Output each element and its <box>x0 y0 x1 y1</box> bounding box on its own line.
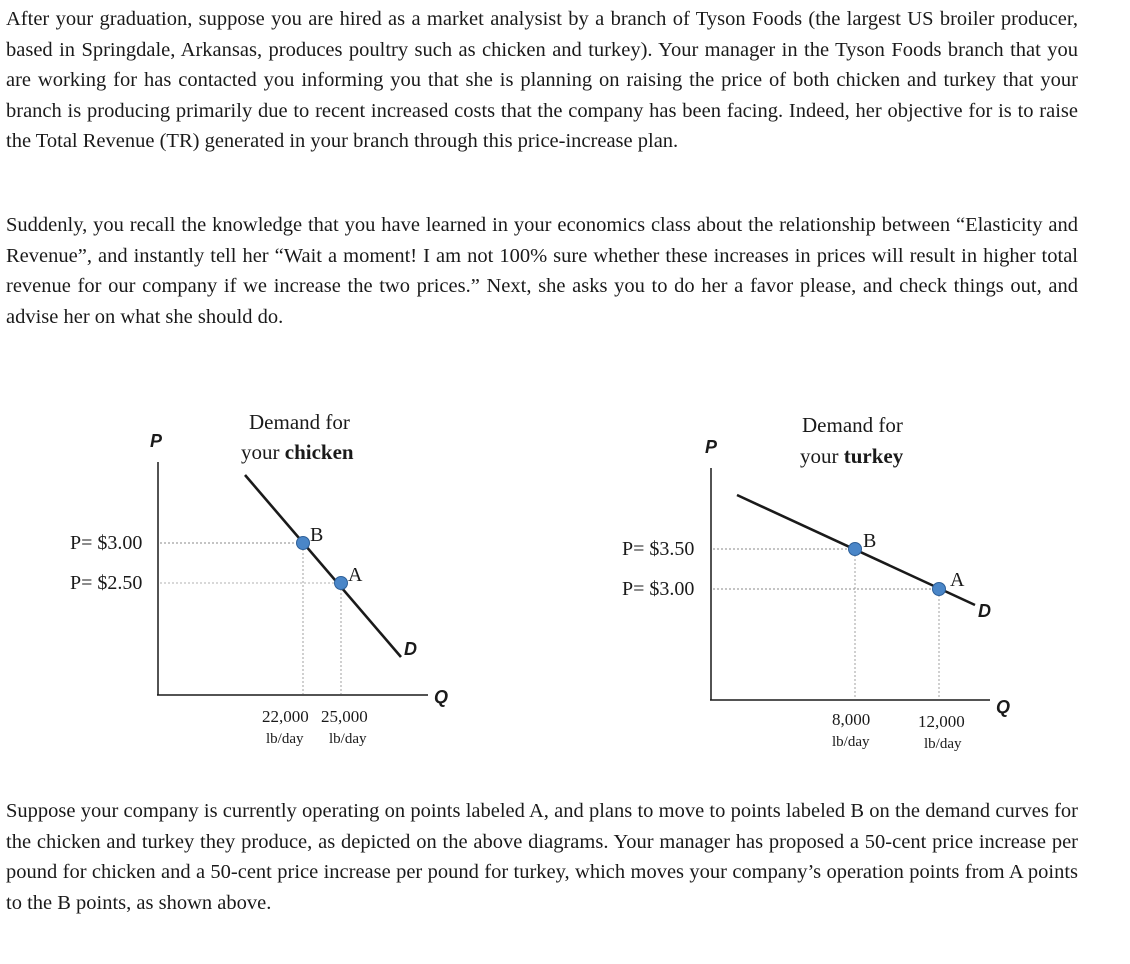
chicken-qty-label-b: 22,000 <box>262 707 309 726</box>
turkey-title-your: your <box>800 444 844 468</box>
chicken-point-a-label: A <box>348 564 363 586</box>
recall-paragraph: Suddenly, you recall the knowledge that you have learned in your economics class about the relationship between “Elasticity and Revenue”, and instantly tell her “Wait a moment! I am not 100% sure whether these increases in prices will result in higher total revenue for our company if we increase the two prices.” Next, she asks you to do her a favor please, and check things out, and advise her on what she should do. <box>6 214 1078 328</box>
chicken-title-bold: chicken <box>284 440 354 464</box>
chicken-title-your: your <box>241 440 285 464</box>
chicken-qty-label-a: 25,000 <box>321 707 368 726</box>
chicken-demand-curve <box>245 475 401 657</box>
scenario-paragraph: Suppose your company is currently operating on points labeled A, and plans to move to points labeled B on the demand curves for the chicken and turkey they produce, as depicted on the above diagrams. Your manager has proposed a 50-cent price increase per pound for chicken and a 50-cent price increase per pound for turkey, which moves your company’s operation points from A points to the B points, as shown above. <box>6 800 1078 914</box>
chicken-chart <box>70 410 448 747</box>
chicken-point-a <box>335 577 348 590</box>
chicken-unit-label-b: lb/day <box>266 731 304 747</box>
turkey-qty-label-b: 8,000 <box>832 710 871 729</box>
turkey-point-a-label: A <box>950 569 965 591</box>
turkey-y-axis-label: P <box>705 437 718 457</box>
turkey-title-line2 <box>800 444 904 468</box>
chicken-point-b <box>297 537 310 550</box>
turkey-title-bold: turkey <box>843 444 904 468</box>
chicken-point-b-label: B <box>310 524 324 546</box>
turkey-chart <box>622 413 1010 752</box>
chicken-y-axis-label: P <box>150 431 163 451</box>
turkey-point-b-label: B <box>863 530 877 552</box>
turkey-point-a <box>933 583 946 596</box>
turkey-unit-label-b: lb/day <box>832 734 870 750</box>
chicken-price-label-high: P= $3.00 <box>70 532 143 554</box>
turkey-x-axis-label: Q <box>996 697 1011 717</box>
turkey-qty-label-a: 12,000 <box>918 712 965 731</box>
chicken-x-axis-label: Q <box>434 687 449 707</box>
turkey-curve-label: D <box>978 601 991 621</box>
chicken-price-label-low: P= $2.50 <box>70 572 143 594</box>
chicken-title-line2 <box>241 440 354 464</box>
intro-paragraph: After your graduation, suppose you are hired as a market analysist by a branch of Tyson Foods (the largest US broiler producer, based in Springdale, Arkansas, produces poultry such as chicken and turkey). Your manager in the Tyson Foods branch that you are working for has contacted you informing you that she is planning on raising the price of both chicken and turkey that your branch is producing primarily due to recent increased costs that the company has been facing. Indeed, her objective for is to raise the Total Revenue (TR) generated in your branch through this price-increase plan. <box>6 8 1078 152</box>
chicken-unit-label-a: lb/day <box>329 731 367 747</box>
chicken-title-line1: Demand for <box>249 410 350 434</box>
chicken-curve-label: D <box>404 639 417 659</box>
turkey-point-b <box>849 543 862 556</box>
turkey-price-label-high: P= $3.50 <box>622 538 695 560</box>
turkey-price-label-low: P= $3.00 <box>622 578 695 600</box>
turkey-title-line1: Demand for <box>802 413 903 437</box>
turkey-unit-label-a: lb/day <box>924 736 962 752</box>
